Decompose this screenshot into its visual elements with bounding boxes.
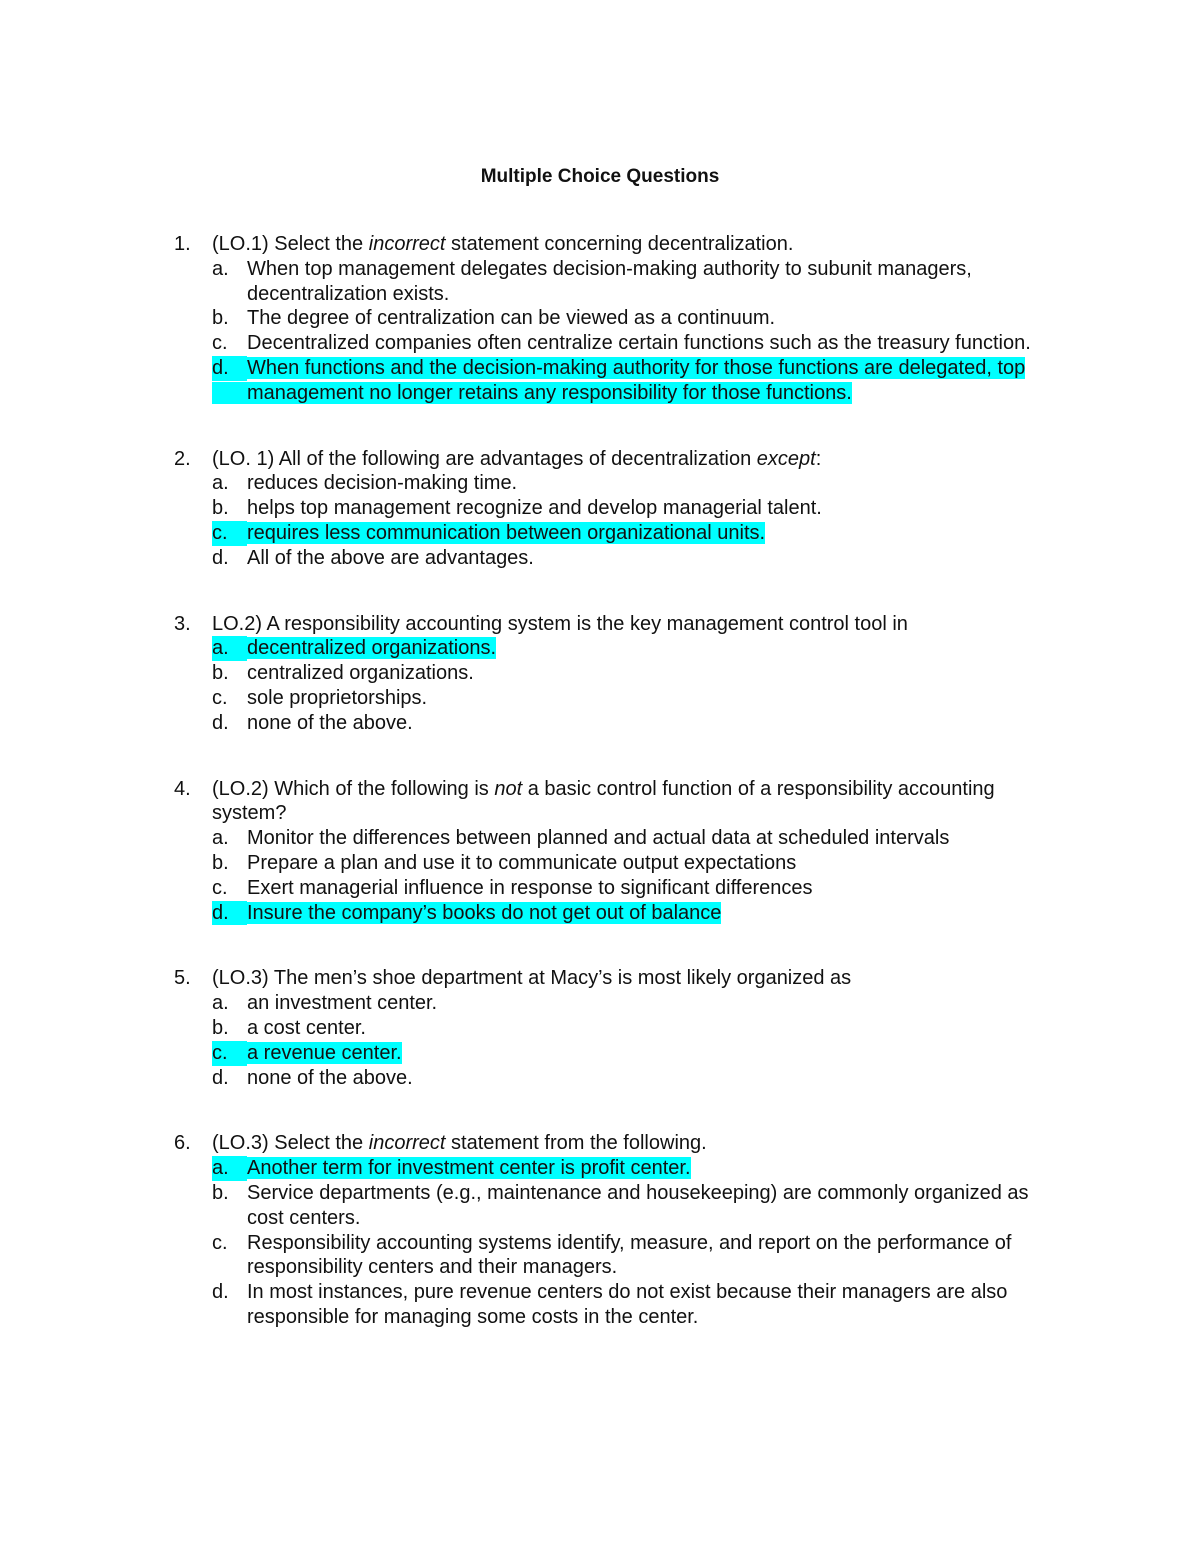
option-text: Monitor the differences between planned and actual data at scheduled intervals xyxy=(247,827,950,850)
option-letter: d. xyxy=(212,1066,229,1089)
answer-option xyxy=(212,331,1064,356)
answer-option-highlighted xyxy=(212,1041,1064,1066)
emphasized-text: not xyxy=(494,777,523,800)
answer-option-highlighted xyxy=(212,521,1064,546)
answer-option xyxy=(212,991,1064,1016)
answer-option xyxy=(212,686,1064,711)
option-text: Exert managerial influence in response to significant differences xyxy=(247,876,813,899)
answer-option-highlighted xyxy=(212,1156,1064,1181)
option-text: requires less communication between organizational units. xyxy=(247,521,766,544)
question-item xyxy=(174,447,1064,571)
emphasized-text: except xyxy=(756,447,816,470)
option-list xyxy=(212,257,1064,406)
option-text: none of the above. xyxy=(247,711,413,734)
stem-text: : xyxy=(815,447,822,470)
answer-option-highlighted xyxy=(212,356,1064,406)
option-text: none of the above. xyxy=(247,1066,413,1089)
answer-option xyxy=(212,851,1064,876)
question-number: 3. xyxy=(174,612,191,635)
answer-option xyxy=(212,1280,1064,1330)
option-list xyxy=(212,826,1064,925)
question-item xyxy=(174,1131,1064,1329)
option-text: reduces decision-making time. xyxy=(247,472,518,495)
answer-option xyxy=(212,1066,1064,1091)
option-text: All of the above are advantages. xyxy=(247,546,534,569)
emphasized-text: incorrect xyxy=(368,233,446,255)
question-number: 4. xyxy=(174,777,191,800)
answer-option xyxy=(212,876,1064,901)
answer-option-highlighted xyxy=(212,636,1064,661)
option-text: Another term for investment center is profit center. xyxy=(247,1157,691,1180)
question-stem xyxy=(212,966,1064,991)
stem-text: (LO.2) Which of the following is xyxy=(212,777,495,800)
question-number: 1. xyxy=(174,233,191,255)
option-letter: d. xyxy=(212,901,247,926)
question-item xyxy=(174,966,1064,1090)
question-item xyxy=(174,232,1064,406)
option-letter: c. xyxy=(212,1231,228,1254)
option-text: When functions and the decision-making authority for those functions are delegated, top management no longer retains any responsibility for those functions. xyxy=(247,356,1026,404)
option-text: a revenue center. xyxy=(247,1041,402,1064)
option-letter: d. xyxy=(212,356,247,381)
question-stem xyxy=(212,612,1064,637)
option-letter: c. xyxy=(212,332,228,355)
answer-option xyxy=(212,661,1064,686)
answer-option xyxy=(212,306,1064,331)
answer-option xyxy=(212,257,1064,307)
stem-text: (LO.1) Select the xyxy=(212,233,369,255)
question-number: 5. xyxy=(174,967,191,990)
option-letter: d. xyxy=(212,1281,229,1304)
stem-text: (LO.3) The men’s shoe department at Macy’s is most likely organized as xyxy=(212,967,852,990)
option-letter: b. xyxy=(212,851,229,874)
question-stem xyxy=(212,447,1064,472)
answer-option xyxy=(212,1181,1064,1231)
stem-text: LO.2) A responsibility accounting system is the key management control tool in xyxy=(212,612,908,635)
answer-option xyxy=(212,546,1064,571)
question-item xyxy=(174,612,1064,736)
option-letter: c. xyxy=(212,876,228,899)
option-letter: c. xyxy=(212,686,228,709)
option-letter: a. xyxy=(212,636,247,661)
answer-option xyxy=(212,1016,1064,1041)
question-item xyxy=(174,777,1064,926)
option-text: decentralized organizations. xyxy=(247,637,497,660)
answer-option xyxy=(212,496,1064,521)
option-letter: b. xyxy=(212,662,229,685)
option-text: Prepare a plan and use it to communicate output expectations xyxy=(247,851,797,874)
option-letter: b. xyxy=(212,1181,229,1204)
option-text: In most instances, pure revenue centers do not exist because their managers are also responsible for managing some costs in the center. xyxy=(247,1281,1008,1328)
question-number: 2. xyxy=(174,447,191,470)
option-list xyxy=(212,636,1064,735)
stem-text: (LO. 1) All of the following are advantages of decentralization xyxy=(212,447,757,470)
option-letter: d. xyxy=(212,546,229,569)
stem-text: a basic control function of a responsibility accounting system? xyxy=(212,777,995,825)
option-letter: d. xyxy=(212,711,229,734)
option-text: Decentralized companies often centralize certain functions such as the treasury function. xyxy=(247,332,1031,355)
question-number: 6. xyxy=(174,1132,191,1155)
answer-option xyxy=(212,1231,1064,1281)
option-text: Responsibility accounting systems identify, measure, and report on the performance of responsibility centers and their managers. xyxy=(247,1231,1012,1279)
answer-option xyxy=(212,471,1064,496)
answer-option-highlighted xyxy=(212,901,1064,926)
option-letter: b. xyxy=(212,307,229,330)
option-text: helps top management recognize and develop managerial talent. xyxy=(247,497,822,520)
stem-text: statement concerning decentralization. xyxy=(445,233,794,255)
option-letter: a. xyxy=(212,472,229,495)
option-letter: a. xyxy=(212,257,229,280)
page-title: Multiple Choice Questions xyxy=(480,166,720,187)
option-letter: b. xyxy=(212,497,229,520)
option-letter: b. xyxy=(212,1016,229,1039)
option-text: centralized organizations. xyxy=(247,662,474,685)
option-letter: c. xyxy=(212,521,247,546)
question-stem xyxy=(212,777,1064,827)
option-list xyxy=(212,991,1064,1090)
option-text: The degree of centralization can be viewed as a continuum. xyxy=(247,307,776,330)
option-list xyxy=(212,471,1064,570)
option-text: When top management delegates decision-making authority to subunit managers, decentralization exists. xyxy=(247,257,972,305)
answer-option xyxy=(212,711,1064,736)
option-text: Insure the company’s books do not get out of balance xyxy=(247,901,722,924)
option-letter: a. xyxy=(212,1156,247,1181)
option-letter: c. xyxy=(212,1041,247,1066)
question-stem xyxy=(212,1131,1064,1156)
option-list xyxy=(212,1156,1064,1330)
option-text: a cost center. xyxy=(247,1016,366,1039)
stem-text: statement from the following. xyxy=(445,1132,707,1155)
option-letter: a. xyxy=(212,992,229,1015)
answer-option xyxy=(212,826,1064,851)
option-text: sole proprietorships. xyxy=(247,686,428,709)
question-list xyxy=(174,232,1064,1330)
option-letter: a. xyxy=(212,827,229,850)
stem-text: (LO.3) Select the xyxy=(212,1132,369,1155)
option-text: Service departments (e.g., maintenance and housekeeping) are commonly organized as cost centers. xyxy=(247,1181,1029,1229)
emphasized-text: incorrect xyxy=(368,1132,446,1155)
question-stem xyxy=(212,232,1064,257)
option-text: an investment center. xyxy=(247,992,438,1015)
